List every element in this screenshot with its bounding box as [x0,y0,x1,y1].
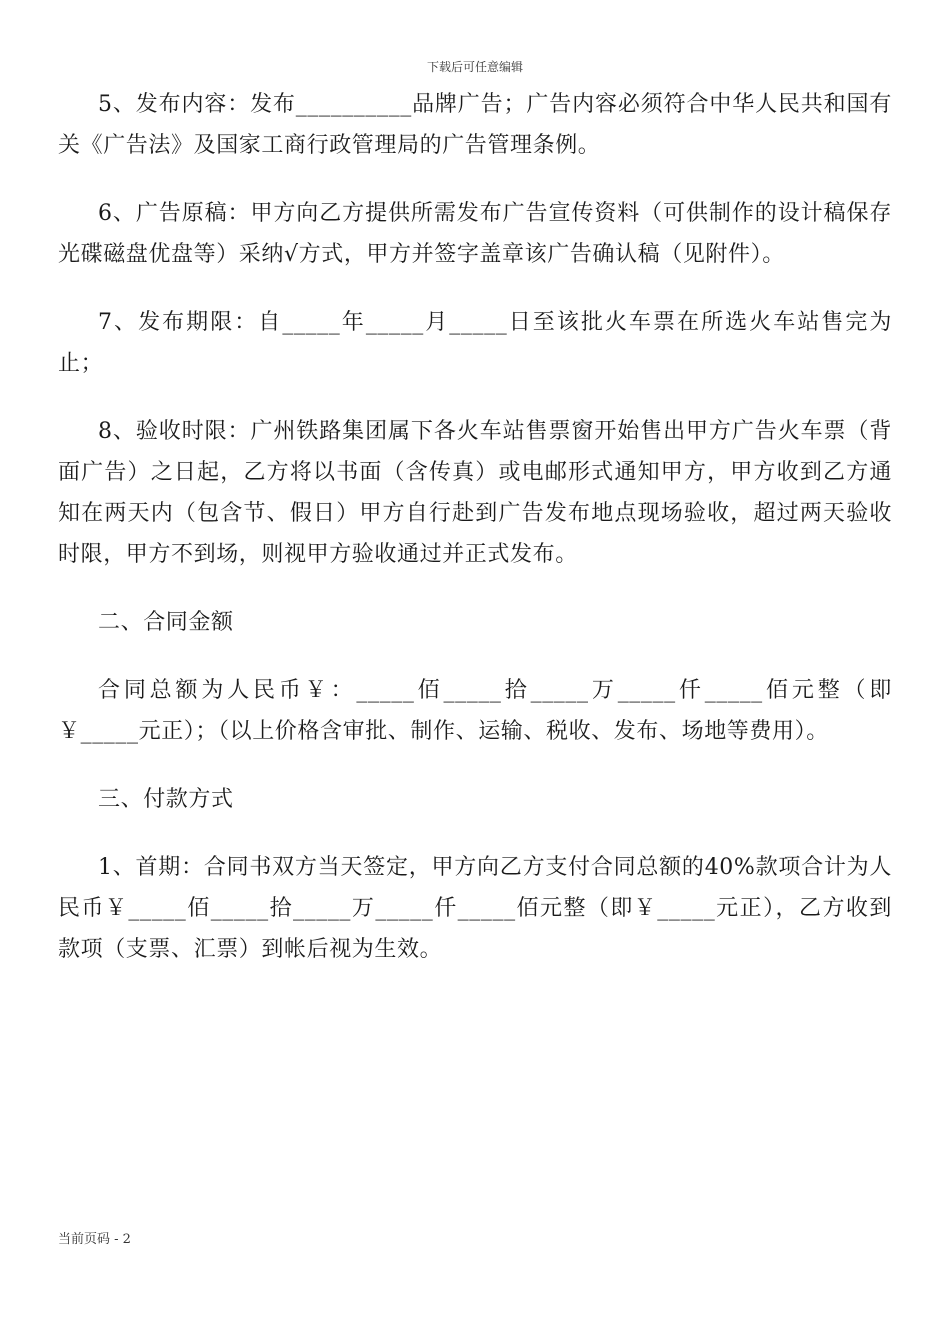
clause-contract-total: 合同总额为人民币￥：_____佰_____拾_____万_____仟_____佰元整（即￥_____元正）；（以上价格含审批、制作、运输、税收、发布、场地等费用）。 [58,678,892,744]
clause-publish-period: 7、发布期限：自_____年_____月_____日至该批火车票在所选火车站售完为止； [58,310,892,376]
page-header: 下载后可任意编辑 [426,60,523,74]
clause-ad-manuscript: 6、广告原稿：甲方向乙方提供所需发布广告宣传资料（可供制作的设计稿保存光碟磁盘优盘等）采纳√方式，甲方并签字盖章该广告确认稿（见附件）。 [58,201,892,267]
clause-publish-content: 5、发布内容：发布__________品牌广告；广告内容必须符合中华人民共和国有关《广告法》及国家工商行政管理局的广告管理条例。 [58,92,892,158]
clause-first-payment: 1、首期：合同书双方当天签定，甲方向乙方支付合同总额的40%款项合计为人民币￥_____佰_____拾_____万_____仟_____佰元整（即￥_____元正），乙方收到款项（支票、汇票）到帐后视为生效。 [58,855,892,962]
page-number: 当前页码 - 2 [58,1232,131,1247]
section-heading-payment-method: 三、付款方式 [98,787,234,812]
document-body [58,84,892,997]
section-heading-contract-amount: 二、合同金额 [98,610,234,635]
clause-acceptance-period: 8、验收时限：广州铁路集团属下各火车站售票窗开始售出甲方广告火车票（背面广告）之日起，乙方将以书面（含传真）或电邮形式通知甲方，甲方收到乙方通知在两天内（包含节、假日）甲方自行赴到广告发布地点现场验收，超过两天验收时限，甲方不到场，则视甲方验收通过并正式发布。 [58,419,892,567]
